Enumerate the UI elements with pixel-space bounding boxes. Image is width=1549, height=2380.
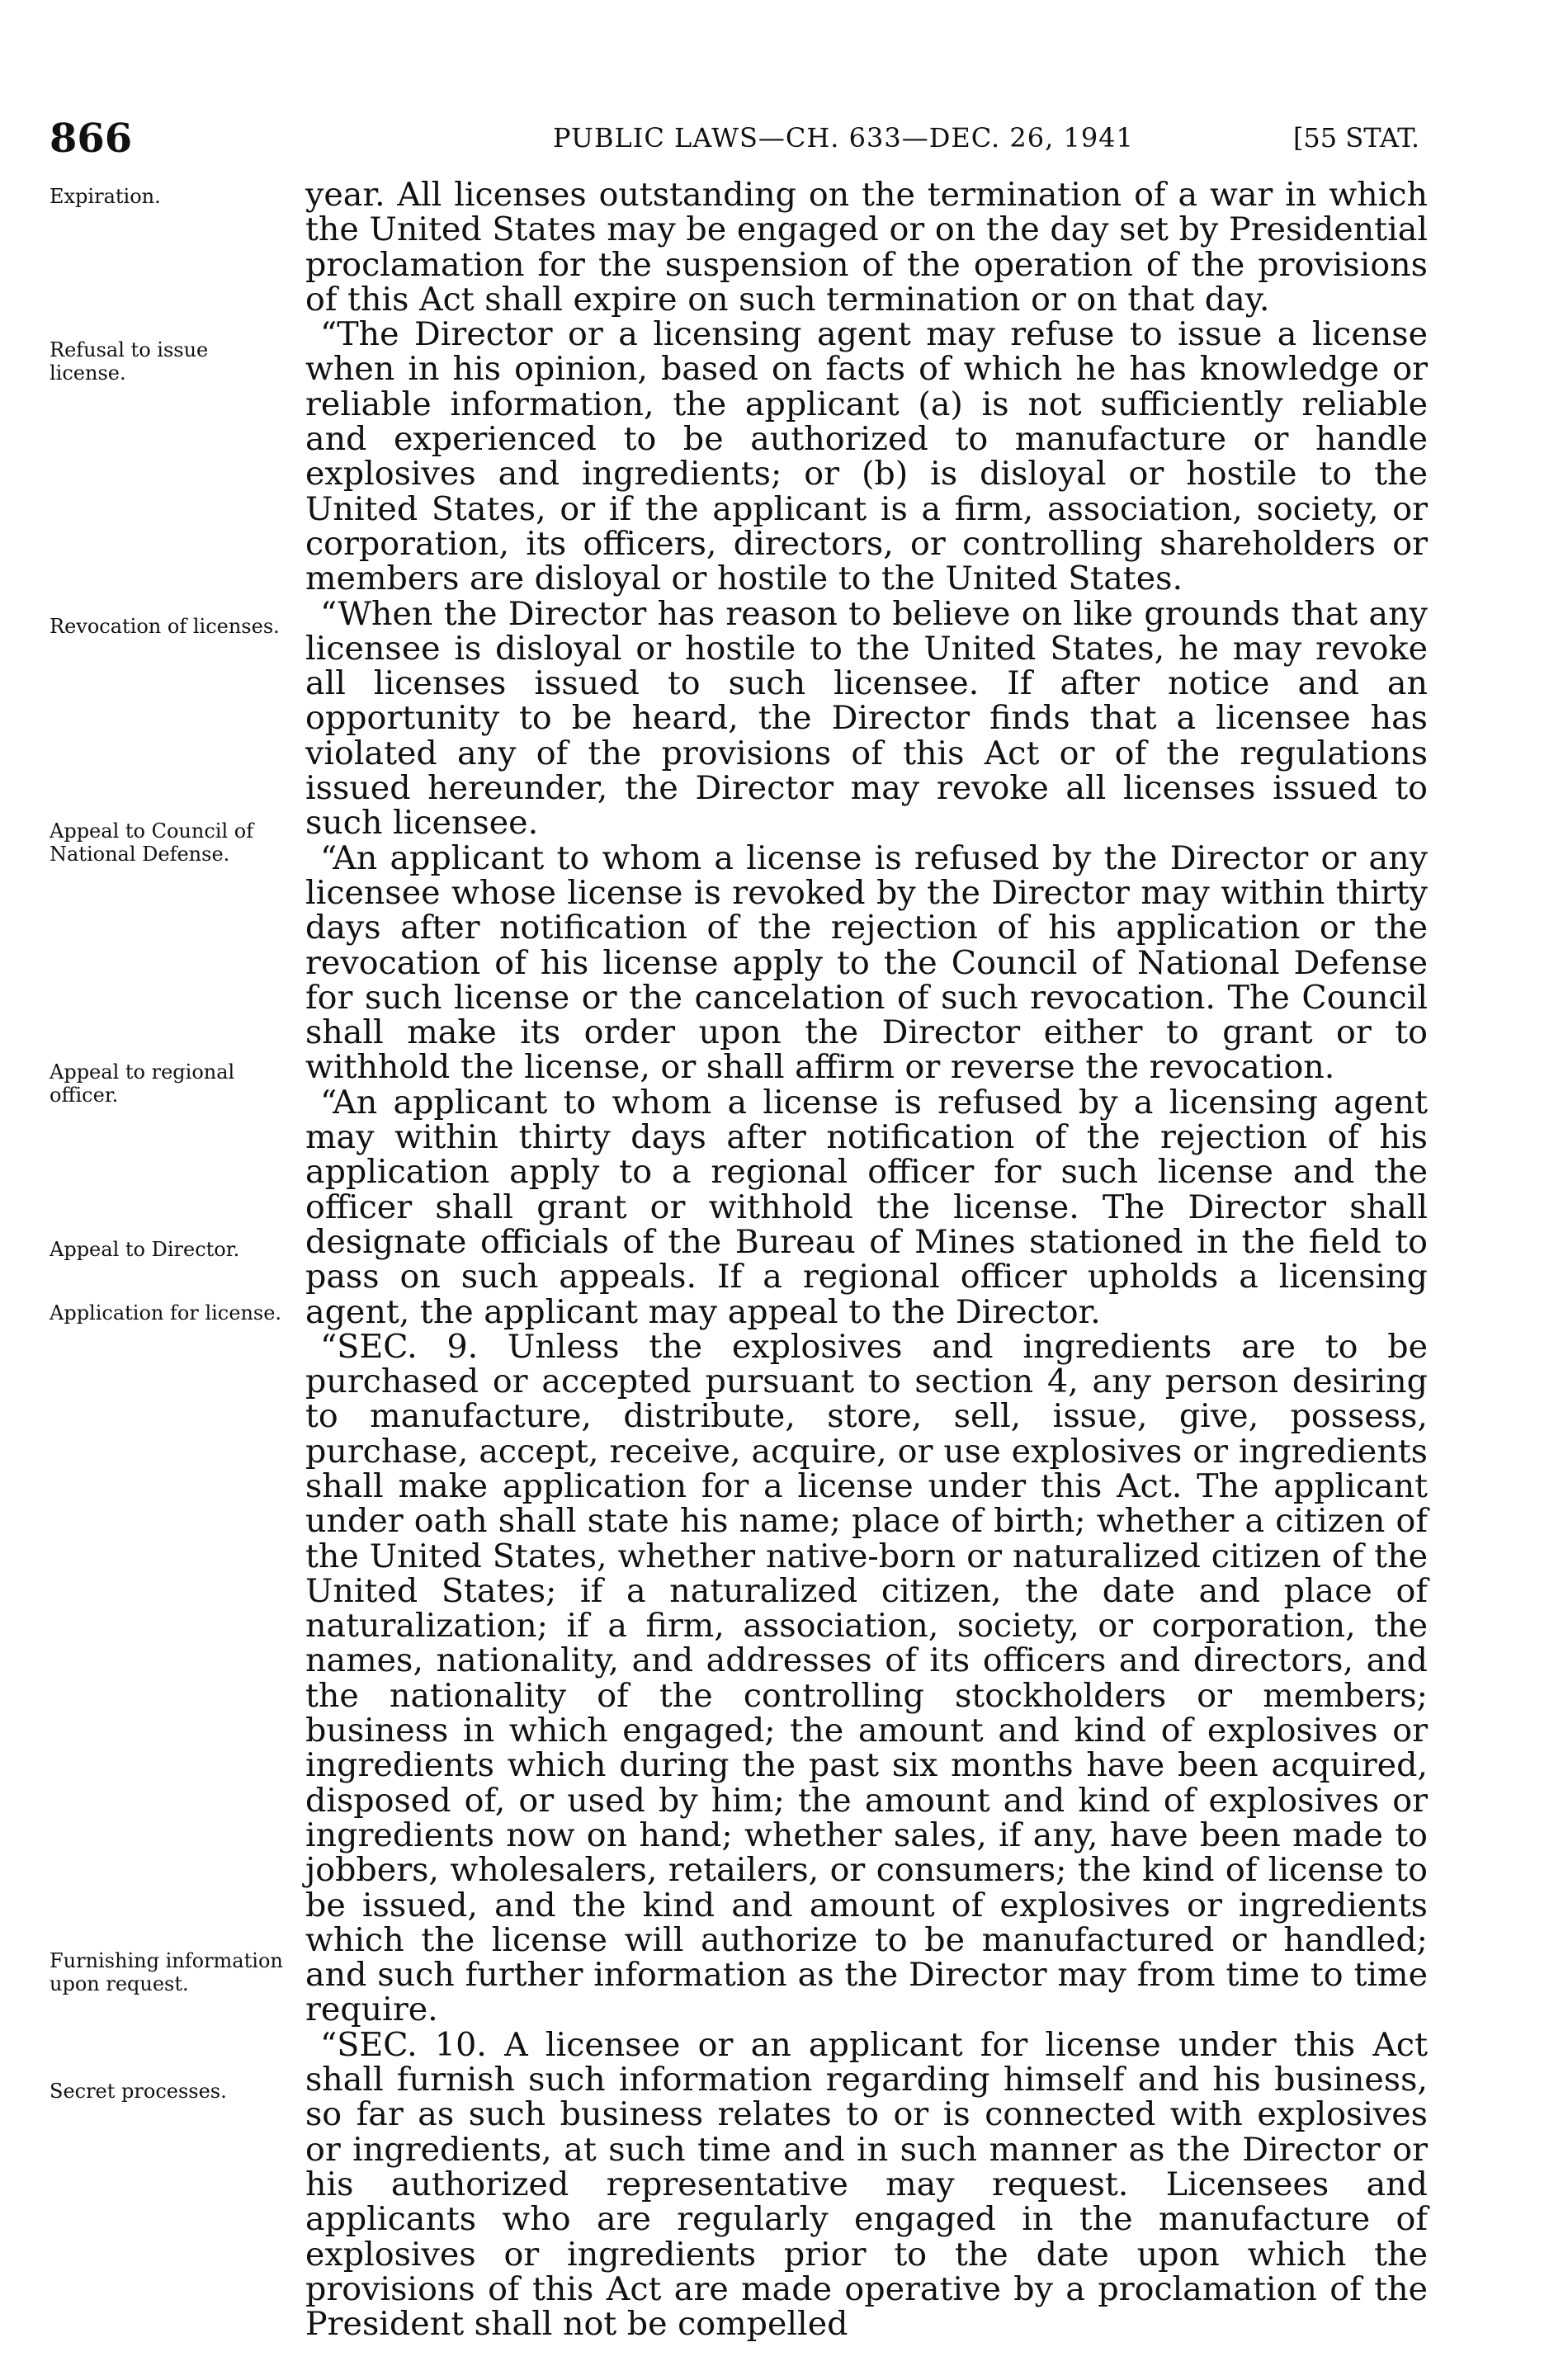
paragraph-appeal-council: “An applicant to whom a license is refused by the Director or any licensee whose license is revoked by the Director may within thirty days after notification of the rejection of his application or the revocation of his license apply to the Council of National Defense for such license or the cancelation of such revocation. The Council shall make its order upon the Director either to grant or to withhold the license, or shall affirm or reverse the revocation. [305, 838, 1428, 1087]
margin-note-expiration: Expiration. [50, 185, 161, 208]
paragraph-refusal: “The Director or a licensing agent may refuse to issue a license when in his opinion, based on facts of which he has knowledge or reliable information, the applicant (a) is not sufficiently reliable and experienced to be authorized to manufacture or handle explosives and ingredients; or (b) is disloyal or hostile to the United States, or if the applicant is a firm, association, society, or corporation, its officers, directors, or controlling shareholders or members are disloyal or hostile to the United States. [305, 315, 1428, 598]
margin-note-appeal-regional: Appeal to regional officer. [50, 1060, 235, 1107]
margin-note-revocation: Revocation of licenses. [50, 615, 280, 638]
margin-note-secret-processes: Secret processes. [50, 2080, 227, 2103]
paragraph-section-9: “SEC. 9. Unless the explosives and ingredients are to be purchased or accepted pursuant to section 4, any person desiring to manufacture, distribute, store, sell, issue, give, possess, purchase, accept, receive, acquire, or use explosives or ingredients shall make application for a license under this Act. The applicant under oath shall state his name; place of birth; whether a citizen of the United States, whether native-born or naturalized citizen of the United States; if a naturalized citizen, the date and place of naturalization; if a firm, association, society, or corporation, the names, nationality, and addresses of its officers and directors, and the nationality of the controlling stockholders or members; business in which engaged; the amount and kind of explosives or ingredients which during the past six months have been acquired, disposed of, or used by him; the amount and kind of explosives or ingredients now on hand; whether sales, if any, have been made to jobbers, wholesalers, retailers, or consumers; the kind of license to be issued, and the kind and amount of explosives or ingredients which the license will authorize to be manufactured or handled; and such further information as the Director may from time to time require. [305, 1327, 1428, 2029]
paragraph-appeal-regional: “An applicant to whom a license is refused by a licensing agent may within thirty days after notification of the rejection of his application apply to a regional officer for such license and the officer shall grant or withhold the license. The Director shall designate officials of the Bureau of Mines stationed in the field to pass on such appeals. If a regional officer upholds a licensing agent, the applicant may appeal to the Director. [305, 1083, 1428, 1331]
paragraph-revocation: “When the Director has reason to believe on like grounds that any licensee is disloyal or hostile to the United States, he may revoke all licenses issued to such licensee. If after notice and an opportunity to be heard, the Director finds that a licensee has violated any of the provisions of this Act or of the regulations issued hereunder, the Director may revoke all licenses issued to such licensee. [305, 594, 1428, 843]
margin-note-furnishing: Furnishing information upon request. [50, 1949, 283, 1995]
margin-note-appeal-director: Appeal to Director. [50, 1238, 240, 1261]
running-title: PUBLIC LAWS—CH. 633—DEC. 26, 1941 [553, 122, 1134, 153]
running-header [50, 116, 1419, 165]
body-text [305, 176, 1428, 2344]
volume-reference: [55 STAT. [1292, 122, 1419, 153]
paragraph-expiration: year. All licenses outstanding on the termination of a war in which the United States may be engaged or on the day set by Presidential proclamation for the suspension of the operation of the provisions of this Act shall expire on such termination or on that day. [305, 176, 1428, 319]
margin-note-application: Application for license. [50, 1301, 282, 1325]
page-number: 866 [50, 116, 133, 162]
paragraph-section-10: “SEC. 10. A licensee or an applicant for license under this Act shall furnish such information regarding himself and his business, so far as such business relates to or is connected with explosives or ingredients, at such time and in such manner as the Director or his authorized representative may request. Licensees and applicants who are regularly engaged in the manufacture of explosives or ingredients prior to the date upon which the provisions of this Act are made operative by a proclamation of the President shall not be compelled [305, 2025, 1428, 2344]
margin-note-appeal-council: Appeal to Council of National Defense. [50, 819, 254, 866]
margin-note-refusal: Refusal to issue license. [50, 338, 209, 385]
